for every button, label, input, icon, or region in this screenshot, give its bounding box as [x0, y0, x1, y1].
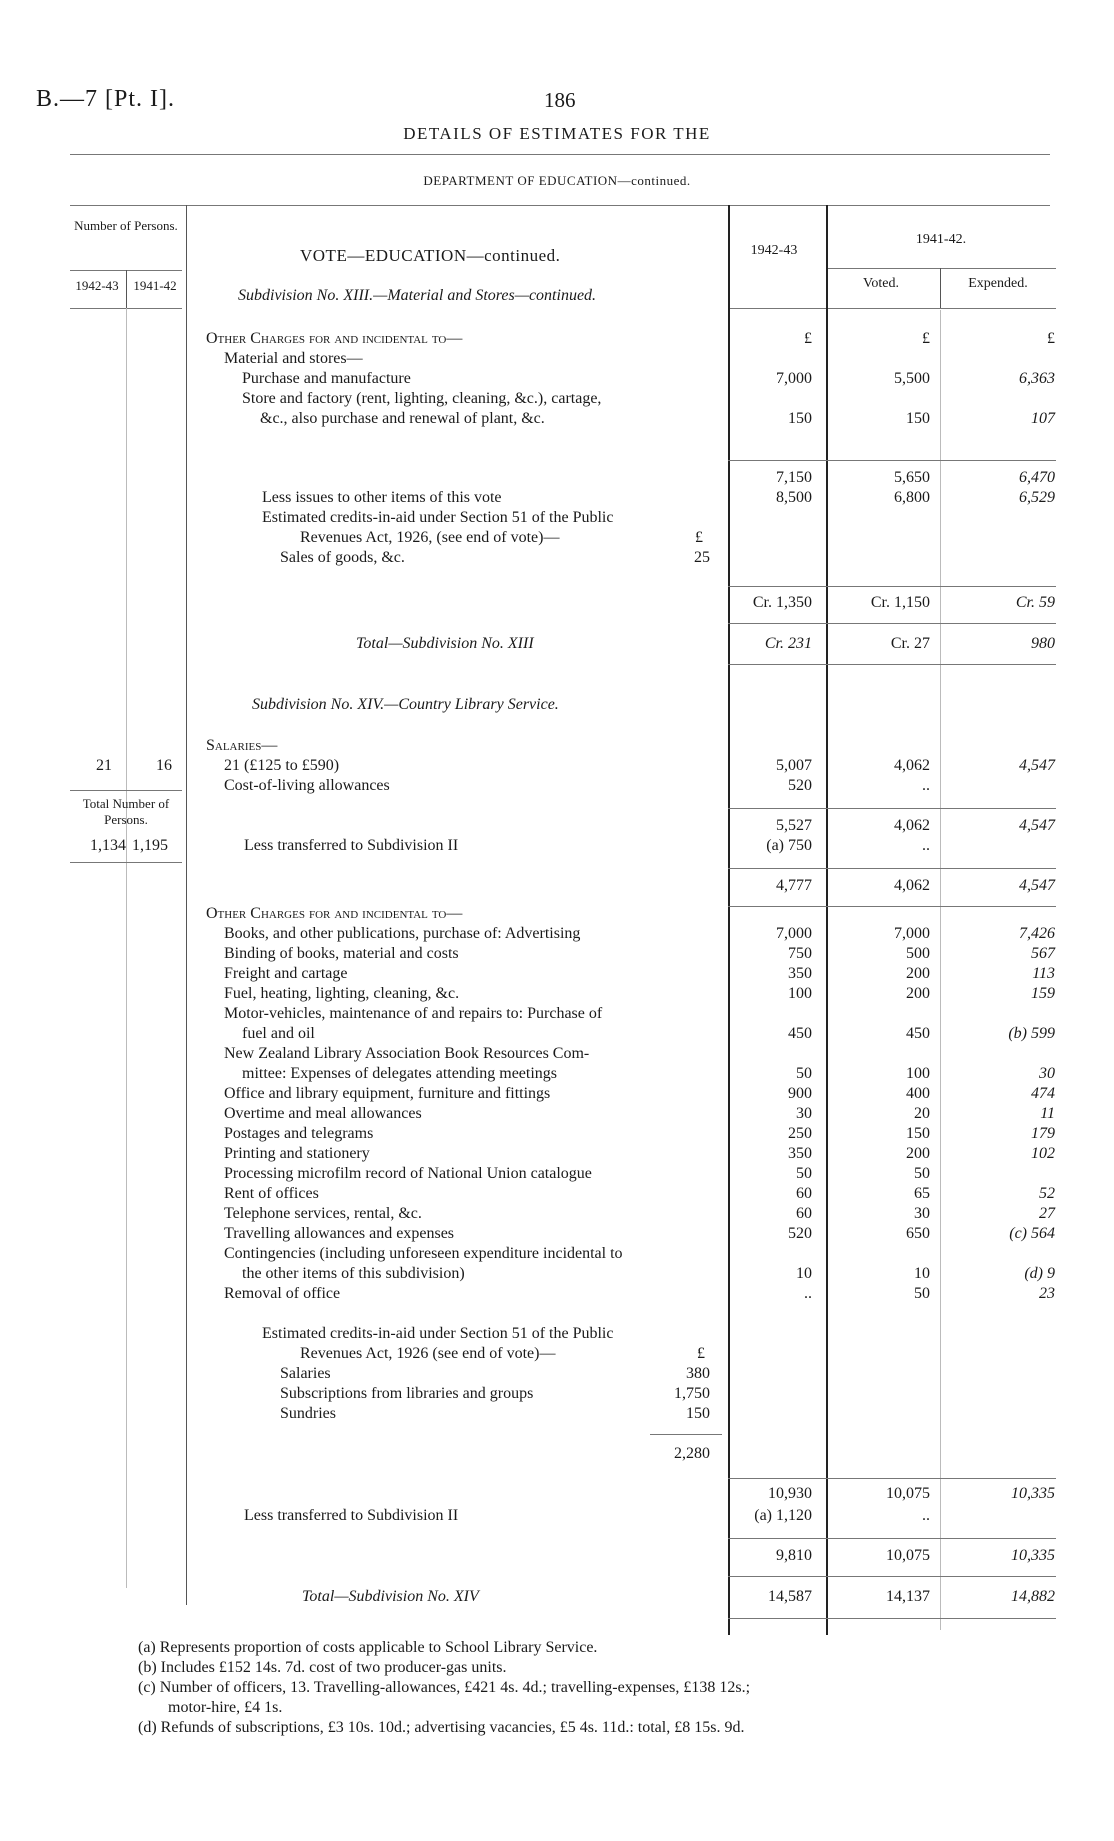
- table-row: Sales of goods, &c. 25: [280, 549, 710, 566]
- table-row: &c., also purchase and renewal of plant, &c. 150 150 107: [260, 410, 1055, 427]
- table-row: Less issues to other items of this vote 8,500 6,800 6,529: [262, 489, 1055, 506]
- page-number: 186: [544, 88, 576, 112]
- table-row: Processing microfilm record of National Union catalogue 50 50: [224, 1165, 930, 1182]
- table-row: Subscriptions from libraries and groups 1,750: [280, 1385, 710, 1402]
- previous-year-heading: 1941-42.: [915, 232, 967, 247]
- total-persons-heading: Total Number of Persons.: [82, 796, 170, 827]
- footnote-a: (a) Represents proportion of costs applicable to School Library Service.: [138, 1639, 598, 1656]
- table-row: Printing and stationery 350 200 102: [224, 1145, 1055, 1162]
- table-row: mittee: Expenses of delegates attending meetings 50 100 30: [242, 1065, 1055, 1082]
- divider: [728, 1576, 1056, 1577]
- table-row: Travelling allowances and expenses 520 650 (c) 564: [224, 1225, 1055, 1242]
- table-row: Fuel, heating, lighting, cleaning, &c. 100 200 159: [224, 985, 1055, 1002]
- column-rule: [940, 268, 941, 308]
- table-row: Purchase and manufacture 7,000 5,500 6,363: [242, 370, 1055, 387]
- divider: [728, 460, 1056, 461]
- table-row: Books, and other publications, purchase of: Advertising 7,000 7,000 7,426: [224, 925, 1055, 942]
- divider: [70, 862, 182, 863]
- divider: [728, 664, 1056, 665]
- table-row: Rent of offices 60 65 52: [224, 1185, 1055, 1202]
- divider: [728, 1538, 1056, 1539]
- table-row: Store and factory (rent, lighting, cleaning, &c.), cartage,: [242, 390, 602, 407]
- table-row: 4,777 4,062 4,547: [776, 877, 1055, 894]
- divider: [728, 586, 1056, 587]
- table-row: Material and stores—: [224, 350, 363, 367]
- subdivision-xiv-total-row: Total—Subdivision No. XIV 14,587 14,137 14,882: [302, 1588, 1055, 1605]
- divider: [728, 1618, 1056, 1619]
- table-row: 9,810 10,075 10,335: [776, 1547, 1055, 1564]
- divider: [650, 1434, 722, 1435]
- table-row: Less transferred to Subdivision II (a) 1,120 ..: [244, 1507, 930, 1524]
- document-reference: B.—7 [Pt. I].: [36, 86, 175, 112]
- voted-heading: Voted.: [863, 276, 899, 291]
- subdivision-xiv-heading: Subdivision No. XIV.—Country Library Service.: [252, 696, 559, 713]
- table-row: 21 16 21 (£125 to £590) 5,007 4,062 4,547: [96, 757, 1055, 774]
- divider: [70, 154, 1050, 155]
- table-row: 1,134 1,195 Less transferred to Subdivision II (a) 750 ..: [90, 837, 930, 854]
- table-row: the other items of this subdivision) 10 10 (d) 9: [242, 1265, 1055, 1282]
- table-row: 2,280: [674, 1445, 710, 1462]
- subdivision-xiii-total-row: Total—Subdivision No. XIII Cr. 231 Cr. 27 980: [356, 635, 1055, 652]
- table-row: Estimated credits-in-aid under Section 51 of the Public: [262, 509, 614, 526]
- table-row: Salaries—: [206, 737, 278, 754]
- divider: [728, 623, 1056, 624]
- table-row: Freight and cartage 350 200 113: [224, 965, 1055, 982]
- table-row: Other Charges for and incidental to— £ £ £: [206, 330, 1055, 347]
- table-row: Binding of books, material and costs 750 500 567: [224, 945, 1055, 962]
- divider: [728, 808, 1056, 809]
- estimate-year-heading: 1942-43: [750, 243, 798, 258]
- table-row: 7,150 5,650 6,470: [776, 469, 1055, 486]
- year-heading-a: 1942-43: [75, 278, 119, 293]
- table-row: Office and library equipment, furniture and fittings 900 400 474: [224, 1085, 1055, 1102]
- table-row: 5,527 4,062 4,547: [776, 817, 1055, 834]
- divider: [728, 308, 1056, 309]
- table-row: fuel and oil 450 450 (b) 599: [242, 1025, 1055, 1042]
- vote-title: VOTE—EDUCATION—continued.: [300, 246, 561, 265]
- table-row: Cr. 1,350 Cr. 1,150 Cr. 59: [752, 594, 1055, 611]
- subdivision-xiii-heading: Subdivision No. XIII.—Material and Stores—continued.: [238, 287, 597, 304]
- year-heading-b: 1941-42: [133, 278, 177, 293]
- table-row: Contingencies (including unforeseen expenditure incidental to: [224, 1245, 623, 1262]
- footnote-c: (c) Number of officers, 13. Travelling-allowances, £421 4s. 4d.; travelling-expenses, £138 12s.;: [138, 1679, 751, 1696]
- divider: [728, 868, 1056, 869]
- department-subtitle: DEPARTMENT OF EDUCATION—continued.: [423, 173, 691, 188]
- table-row: Cost-of-living allowances 520 ..: [224, 777, 930, 794]
- table-row: Estimated credits-in-aid under Section 51 of the Public: [262, 1325, 614, 1342]
- footnote-d: (d) Refunds of subscriptions, £3 10s. 10d.; advertising vacancies, £5 4s. 11d.: total, £8 15s. 9d.: [138, 1719, 745, 1736]
- divider: [826, 268, 1056, 269]
- divider: [70, 790, 182, 791]
- table-row: Motor-vehicles, maintenance of and repairs to: Purchase of: [224, 1005, 603, 1022]
- table-row: 10,930 10,075 10,335: [768, 1485, 1055, 1502]
- table-row: Revenues Act, 1926 (see end of vote)— £: [300, 1345, 705, 1362]
- table-row: Overtime and meal allowances 30 20 11: [224, 1105, 1055, 1122]
- column-rule: [126, 270, 127, 310]
- footnote-c-continued: motor-hire, £4 1s.: [168, 1699, 283, 1716]
- table-row: New Zealand Library Association Book Resources Com-: [224, 1045, 590, 1062]
- table-row: Telephone services, rental, &c. 60 30 27: [224, 1205, 1055, 1222]
- table-row: Revenues Act, 1926, (see end of vote)— £: [300, 529, 703, 546]
- page-title: DETAILS OF ESTIMATES FOR THE: [403, 124, 711, 143]
- table-row: Sundries 150: [280, 1405, 710, 1422]
- expended-heading: Expended.: [968, 276, 1028, 291]
- table-row: Other Charges for and incidental to—: [206, 905, 463, 922]
- number-of-persons-heading: Number of Persons.: [74, 218, 178, 233]
- divider: [728, 1478, 1056, 1479]
- divider: [70, 205, 1050, 206]
- table-row: Salaries 380: [280, 1365, 710, 1382]
- footnote-b: (b) Includes £152 14s. 7d. cost of two producer-gas units.: [138, 1659, 507, 1676]
- table-row: Postages and telegrams 250 150 179: [224, 1125, 1055, 1142]
- table-row: Removal of office .. 50 23: [224, 1285, 1055, 1302]
